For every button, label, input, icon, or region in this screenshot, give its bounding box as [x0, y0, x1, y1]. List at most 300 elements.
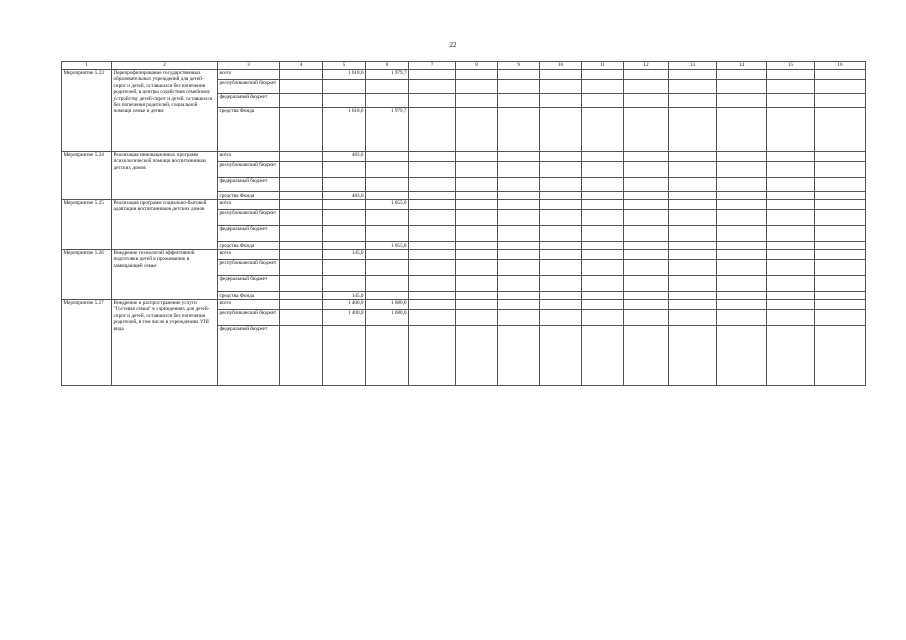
empty-cell	[624, 210, 669, 226]
empty-cell	[456, 242, 498, 250]
value-col-6	[366, 276, 409, 292]
empty-cell	[498, 80, 540, 94]
empty-cell	[582, 326, 624, 386]
empty-cell	[669, 326, 717, 386]
measure-title: Реализация инновационных программ психологической помощи воспитанникам детских домов	[112, 152, 218, 200]
page-number: 22	[449, 41, 457, 49]
empty-cell	[280, 200, 323, 210]
empty-cell	[409, 326, 456, 386]
empty-cell	[624, 94, 669, 108]
funding-source: средства Фонда	[218, 242, 280, 250]
empty-cell	[767, 200, 815, 210]
value-col-6	[366, 162, 409, 178]
value-col-6	[366, 80, 409, 94]
empty-cell	[767, 310, 815, 326]
measure-title: Реализация программ социально-бытовой адаптации воспитанников детских домов	[112, 200, 218, 250]
empty-cell	[582, 162, 624, 178]
value-col-5: 483,6	[323, 192, 366, 200]
funding-source: федеральный бюджет	[218, 276, 280, 292]
empty-cell	[280, 326, 323, 386]
value-col-6	[366, 226, 409, 242]
empty-cell	[669, 80, 717, 94]
empty-cell	[409, 152, 456, 162]
empty-cell	[540, 292, 582, 300]
empty-cell	[624, 192, 669, 200]
measure-code: Мероприятие 5.23	[62, 70, 112, 152]
empty-cell	[409, 250, 456, 260]
empty-cell	[767, 326, 815, 386]
empty-cell	[456, 80, 498, 94]
value-col-5: 1 400,0	[323, 310, 366, 326]
empty-cell	[498, 226, 540, 242]
empty-cell	[815, 70, 866, 80]
empty-cell	[498, 310, 540, 326]
empty-cell	[815, 250, 866, 260]
empty-cell	[767, 192, 815, 200]
empty-cell	[767, 292, 815, 300]
empty-cell	[409, 300, 456, 310]
column-header: 16	[815, 62, 866, 70]
empty-cell	[582, 292, 624, 300]
empty-cell	[815, 108, 866, 152]
measure-code: Мероприятие 5.27	[62, 300, 112, 386]
empty-cell	[280, 94, 323, 108]
funding-source: республиканский бюджет	[218, 260, 280, 276]
measure-code: Мероприятие 5.24	[62, 152, 112, 200]
value-col-5: 483,6	[323, 152, 366, 162]
empty-cell	[409, 108, 456, 152]
empty-cell	[767, 108, 815, 152]
empty-cell	[624, 326, 669, 386]
empty-cell	[717, 108, 767, 152]
empty-cell	[456, 200, 498, 210]
empty-cell	[717, 260, 767, 276]
table-body	[62, 70, 866, 386]
empty-cell	[280, 276, 323, 292]
empty-cell	[540, 276, 582, 292]
empty-cell	[624, 108, 669, 152]
empty-cell	[540, 108, 582, 152]
empty-cell	[540, 80, 582, 94]
column-header: 1	[62, 62, 112, 70]
empty-cell	[456, 108, 498, 152]
empty-cell	[717, 94, 767, 108]
empty-cell	[815, 162, 866, 178]
empty-cell	[815, 292, 866, 300]
empty-cell	[409, 70, 456, 80]
value-col-6	[366, 94, 409, 108]
column-header: 14	[717, 62, 767, 70]
empty-cell	[498, 260, 540, 276]
measure-code: Мероприятие 5.25	[62, 200, 112, 250]
funding-source: средства Фонда	[218, 192, 280, 200]
empty-cell	[456, 292, 498, 300]
empty-cell	[498, 70, 540, 80]
empty-cell	[540, 200, 582, 210]
empty-cell	[669, 70, 717, 80]
empty-cell	[540, 260, 582, 276]
empty-cell	[456, 70, 498, 80]
empty-cell	[582, 152, 624, 162]
empty-cell	[409, 260, 456, 276]
empty-cell	[624, 152, 669, 162]
funding-source: федеральный бюджет	[218, 178, 280, 192]
empty-cell	[624, 242, 669, 250]
empty-cell	[717, 310, 767, 326]
empty-cell	[280, 210, 323, 226]
funding-source: республиканский бюджет	[218, 162, 280, 178]
empty-cell	[582, 260, 624, 276]
empty-cell	[815, 210, 866, 226]
value-col-6: 1 680,0	[366, 300, 409, 310]
empty-cell	[717, 152, 767, 162]
empty-cell	[767, 94, 815, 108]
empty-cell	[540, 242, 582, 250]
empty-cell	[815, 80, 866, 94]
empty-cell	[767, 250, 815, 260]
value-col-5	[323, 162, 366, 178]
empty-cell	[498, 162, 540, 178]
funding-source: всего	[218, 250, 280, 260]
empty-cell	[456, 192, 498, 200]
empty-cell	[498, 192, 540, 200]
empty-cell	[498, 94, 540, 108]
empty-cell	[280, 250, 323, 260]
empty-cell	[280, 260, 323, 276]
funding-source: средства Фонда	[218, 292, 280, 300]
column-header: 13	[669, 62, 717, 70]
empty-cell	[624, 200, 669, 210]
empty-cell	[767, 80, 815, 94]
empty-cell	[540, 210, 582, 226]
empty-cell	[582, 310, 624, 326]
value-col-6: 1 979,7	[366, 70, 409, 80]
empty-cell	[815, 192, 866, 200]
empty-cell	[409, 192, 456, 200]
column-header: 12	[624, 62, 669, 70]
empty-cell	[717, 210, 767, 226]
empty-cell	[767, 210, 815, 226]
empty-cell	[280, 192, 323, 200]
empty-cell	[409, 200, 456, 210]
empty-cell	[767, 276, 815, 292]
empty-cell	[624, 276, 669, 292]
empty-cell	[717, 250, 767, 260]
empty-cell	[498, 210, 540, 226]
value-col-6	[366, 292, 409, 300]
empty-cell	[669, 300, 717, 310]
empty-cell	[767, 162, 815, 178]
empty-cell	[409, 210, 456, 226]
funding-source: всего	[218, 70, 280, 80]
empty-cell	[456, 276, 498, 292]
column-header: 8	[456, 62, 498, 70]
value-col-6	[366, 250, 409, 260]
empty-cell	[582, 80, 624, 94]
value-col-5: 1 618,6	[323, 108, 366, 152]
empty-cell	[409, 310, 456, 326]
empty-cell	[717, 80, 767, 94]
empty-cell	[280, 70, 323, 80]
empty-cell	[669, 178, 717, 192]
empty-cell	[582, 210, 624, 226]
empty-cell	[280, 162, 323, 178]
empty-cell	[456, 94, 498, 108]
value-col-6: 1 055,0	[366, 200, 409, 210]
empty-cell	[767, 226, 815, 242]
value-col-5	[323, 200, 366, 210]
empty-cell	[540, 178, 582, 192]
value-col-5	[323, 242, 366, 250]
value-col-5	[323, 226, 366, 242]
column-header: 3	[218, 62, 280, 70]
empty-cell	[815, 242, 866, 250]
empty-cell	[624, 310, 669, 326]
table-row	[62, 200, 866, 210]
empty-cell	[767, 178, 815, 192]
empty-cell	[717, 300, 767, 310]
empty-cell	[669, 242, 717, 250]
value-col-6: 1 680,0	[366, 310, 409, 326]
empty-cell	[540, 326, 582, 386]
empty-cell	[669, 276, 717, 292]
empty-cell	[815, 326, 866, 386]
empty-cell	[669, 292, 717, 300]
empty-cell	[582, 108, 624, 152]
empty-cell	[669, 226, 717, 242]
empty-cell	[498, 292, 540, 300]
empty-cell	[669, 210, 717, 226]
empty-cell	[540, 300, 582, 310]
table-row	[62, 250, 866, 260]
empty-cell	[717, 192, 767, 200]
empty-cell	[456, 210, 498, 226]
empty-cell	[815, 178, 866, 192]
empty-cell	[280, 226, 323, 242]
empty-cell	[540, 192, 582, 200]
empty-cell	[540, 310, 582, 326]
empty-cell	[540, 162, 582, 178]
funding-source: средства Фонда	[218, 108, 280, 152]
empty-cell	[456, 260, 498, 276]
empty-cell	[815, 94, 866, 108]
empty-cell	[582, 94, 624, 108]
empty-cell	[582, 300, 624, 310]
empty-cell	[767, 70, 815, 80]
empty-cell	[815, 226, 866, 242]
empty-cell	[582, 276, 624, 292]
empty-cell	[815, 300, 866, 310]
empty-cell	[624, 80, 669, 94]
value-col-6	[366, 260, 409, 276]
empty-cell	[498, 108, 540, 152]
funding-source: всего	[218, 152, 280, 162]
value-col-6	[366, 192, 409, 200]
value-col-5: 1 400,0	[323, 300, 366, 310]
column-header: 5	[323, 62, 366, 70]
empty-cell	[717, 242, 767, 250]
empty-cell	[498, 276, 540, 292]
measure-title: Внедрение технологий эффективной подготовки детей к проживанию в замещающей семье	[112, 250, 218, 300]
measure-title: Внедрение и распространение услуги "Гостевая семья" в учреждениях для детей-сирот и детей, оставшихся без попечения родителей, в том числе в учреждениях VIII вида	[112, 300, 218, 386]
funding-source: федеральный бюджет	[218, 326, 280, 386]
funding-source: всего	[218, 200, 280, 210]
empty-cell	[456, 178, 498, 192]
column-header: 7	[409, 62, 456, 70]
empty-cell	[280, 300, 323, 310]
empty-cell	[498, 326, 540, 386]
empty-cell	[669, 200, 717, 210]
value-col-5	[323, 260, 366, 276]
value-col-5	[323, 326, 366, 386]
column-header: 11	[582, 62, 624, 70]
empty-cell	[540, 94, 582, 108]
empty-cell	[717, 226, 767, 242]
empty-cell	[409, 178, 456, 192]
value-col-5: 1 618,6	[323, 70, 366, 80]
column-header: 6	[366, 62, 409, 70]
empty-cell	[815, 260, 866, 276]
empty-cell	[624, 70, 669, 80]
empty-cell	[409, 242, 456, 250]
table-row	[62, 152, 866, 162]
funding-source: федеральный бюджет	[218, 226, 280, 242]
value-col-5: 145,0	[323, 250, 366, 260]
empty-cell	[815, 276, 866, 292]
empty-cell	[409, 226, 456, 242]
empty-cell	[280, 80, 323, 94]
empty-cell	[767, 152, 815, 162]
measure-title: Перепрофилирование государственных образовательных учреждений для детей-сирот и детей, оставшихся без попечения родителей, в центры содействия семейному устройству детей-сирот и детей, оставшихся без попечения родителей, социальной помощи семье и детям	[112, 70, 218, 152]
empty-cell	[717, 178, 767, 192]
empty-cell	[582, 192, 624, 200]
empty-cell	[767, 260, 815, 276]
empty-cell	[767, 242, 815, 250]
value-col-5: 145,0	[323, 292, 366, 300]
empty-cell	[498, 250, 540, 260]
empty-cell	[624, 300, 669, 310]
empty-cell	[540, 250, 582, 260]
empty-cell	[669, 94, 717, 108]
value-col-5	[323, 210, 366, 226]
empty-cell	[456, 310, 498, 326]
column-header: 10	[540, 62, 582, 70]
funding-source: федеральный бюджет	[218, 94, 280, 108]
value-col-6: 1 979,7	[366, 108, 409, 152]
value-col-6	[366, 178, 409, 192]
empty-cell	[669, 310, 717, 326]
empty-cell	[409, 162, 456, 178]
table-row	[62, 300, 866, 310]
column-header: 15	[767, 62, 815, 70]
empty-cell	[717, 162, 767, 178]
empty-cell	[280, 108, 323, 152]
empty-cell	[456, 162, 498, 178]
empty-cell	[669, 152, 717, 162]
empty-cell	[498, 152, 540, 162]
column-header: 9	[498, 62, 540, 70]
empty-cell	[280, 292, 323, 300]
funding-source: республиканский бюджет	[218, 210, 280, 226]
empty-cell	[624, 250, 669, 260]
empty-cell	[582, 226, 624, 242]
empty-cell	[815, 200, 866, 210]
value-col-5	[323, 80, 366, 94]
empty-cell	[280, 178, 323, 192]
budget-table	[61, 61, 866, 386]
empty-cell	[582, 178, 624, 192]
empty-cell	[540, 226, 582, 242]
empty-cell	[767, 300, 815, 310]
empty-cell	[409, 80, 456, 94]
value-col-5	[323, 94, 366, 108]
empty-cell	[540, 152, 582, 162]
empty-cell	[280, 310, 323, 326]
empty-cell	[669, 192, 717, 200]
empty-cell	[624, 178, 669, 192]
empty-cell	[540, 70, 582, 80]
empty-cell	[456, 250, 498, 260]
funding-source: всего	[218, 300, 280, 310]
empty-cell	[582, 70, 624, 80]
value-col-6	[366, 210, 409, 226]
empty-cell	[669, 108, 717, 152]
table-row	[62, 70, 866, 80]
empty-cell	[582, 250, 624, 260]
empty-cell	[815, 310, 866, 326]
value-col-5	[323, 276, 366, 292]
empty-cell	[456, 152, 498, 162]
empty-cell	[456, 300, 498, 310]
empty-cell	[498, 300, 540, 310]
empty-cell	[815, 152, 866, 162]
empty-cell	[669, 260, 717, 276]
funding-source: республиканский бюджет	[218, 80, 280, 94]
empty-cell	[280, 242, 323, 250]
column-header: 4	[280, 62, 323, 70]
empty-cell	[409, 276, 456, 292]
value-col-6: 1 055,0	[366, 242, 409, 250]
value-col-6	[366, 152, 409, 162]
measure-code: Мероприятие 5.26	[62, 250, 112, 300]
empty-cell	[624, 260, 669, 276]
table-header	[62, 62, 866, 70]
empty-cell	[624, 292, 669, 300]
empty-cell	[669, 162, 717, 178]
empty-cell	[717, 292, 767, 300]
empty-cell	[582, 242, 624, 250]
empty-cell	[456, 326, 498, 386]
empty-cell	[498, 178, 540, 192]
empty-cell	[456, 226, 498, 242]
value-col-6	[366, 326, 409, 386]
empty-cell	[717, 326, 767, 386]
empty-cell	[409, 94, 456, 108]
empty-cell	[717, 70, 767, 80]
value-col-5	[323, 178, 366, 192]
empty-cell	[624, 162, 669, 178]
empty-cell	[280, 152, 323, 162]
empty-cell	[582, 200, 624, 210]
empty-cell	[498, 242, 540, 250]
funding-source: республиканский бюджет	[218, 310, 280, 326]
empty-cell	[498, 200, 540, 210]
empty-cell	[717, 200, 767, 210]
empty-cell	[669, 250, 717, 260]
column-header: 2	[112, 62, 218, 70]
empty-cell	[717, 276, 767, 292]
empty-cell	[409, 292, 456, 300]
